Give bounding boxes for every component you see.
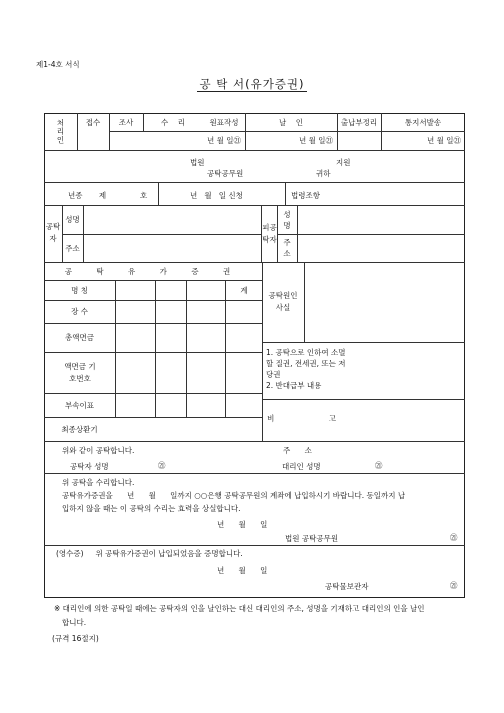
processor-side-label-text: 처리인 (56, 118, 65, 145)
law-article-label: 법령조항 (291, 191, 320, 200)
proc-header-seal: 날 인 (278, 117, 304, 127)
address-label: 주 소 (283, 446, 312, 455)
form-title-text: 공 탁 서(유가증권) (199, 77, 305, 91)
acceptance-seal: ㉑ (450, 533, 458, 542)
agent-seal: ㉑ (375, 461, 383, 470)
receipt-date: 년 월 일 (217, 566, 268, 575)
acceptance-line2: 공탁유가증권을 년 월 일까지 ○○은행 공탁공무원의 계좌에 납입하시기 바랍니다. 동일까지 납 (62, 491, 406, 500)
depositee-label: 피공탁자 (262, 223, 277, 244)
form-number: 제1-4호 서식 (36, 60, 80, 69)
depositor-name-label: 성명 (65, 215, 80, 224)
acceptance-officer: 법원 공탁공무원 (285, 534, 339, 543)
sec-row-face-serial: 액면금 기호번호 (64, 361, 96, 383)
form-title (0, 76, 504, 92)
branch-label: 지원 (336, 158, 351, 167)
proc-date-accept: 년 월 일㉑ (206, 136, 241, 145)
honorific-label: 귀하 (316, 169, 331, 178)
depositor-address-label: 주소 (65, 243, 80, 253)
officer-label: 공탁공무원 (207, 169, 244, 178)
depositee-address-label: 주소 (283, 238, 291, 258)
remarks-label: 비 고 (267, 413, 362, 423)
depositor-sign-label: 공탁자 성명 (70, 462, 109, 471)
case-ho-label: 호 (140, 191, 148, 200)
sec-total-label: 계 (240, 285, 248, 295)
footnote-cont: 합니다. (62, 618, 87, 627)
depositor-seal: ㉑ (158, 461, 166, 470)
receipt-line: (영수증) 위 공탁유가증권이 납입되었음을 증명합니다. (56, 549, 243, 558)
acceptance-line3: 입하지 않을 때는 이 공탁의 수리는 효력을 상실합니다. (62, 504, 241, 513)
proc-date-notice: 년 월 일㉑ (426, 136, 461, 145)
proc-header-notice: 통지서발송 (404, 117, 442, 127)
processor-side-label (44, 113, 77, 150)
sec-row-coupon: 부속이표 (65, 400, 94, 410)
receipt-seal: ㉑ (450, 581, 458, 590)
sec-row-name: 명 칭 (71, 285, 88, 295)
court-label: 법원 (190, 158, 205, 167)
proc-header-review: 조사 (118, 117, 134, 127)
agent-sign-label: 대리인 성명 (282, 462, 321, 471)
deposit-cause-label: 공탁원인 사실 (268, 291, 298, 312)
footnote: ※ 대리인에 의한 공탁일 때에는 공탁자의 인을 날인하는 대신 대리인의 주소, 성명을 기재하고 대리인의 인을 날인 (54, 604, 425, 613)
sec-row-redemption: 최종상환기 (61, 424, 98, 434)
size-note: (규격 16절지) (52, 634, 99, 643)
acceptance-line1: 위 공탁을 수리합니다. (62, 478, 135, 487)
acceptance-date: 년 월 일 (217, 520, 268, 529)
rights-text: 1. 공탁으로 인하여 소멸할 질권, 전세권, 또는 저당권 2. 반대급부 내용 (266, 348, 346, 390)
proc-date-seal: 년 월 일㉑ (298, 136, 333, 145)
proc-header-ledger: 원표작성 (209, 117, 239, 127)
sec-row-count: 장 수 (71, 307, 88, 316)
deposit-statement: 위와 같이 공탁합니다. (62, 446, 135, 455)
sec-row-total-face: 총액면금 (65, 333, 94, 342)
securities-header: 공 탁 유 가 증 권 (64, 266, 242, 276)
case-type-label: 년종 제 (68, 191, 107, 200)
application-date: 년 월 일 신청 (190, 191, 243, 200)
proc-header-accept: 수 리 (160, 117, 186, 127)
depositor-label: 공탁자 (45, 222, 61, 243)
proc-header-receipt: 접수 (85, 117, 101, 127)
receipt-custodian: 공탁물보관자 (325, 582, 369, 591)
proc-header-cashbook: 출납부정리 (340, 117, 378, 127)
depositee-name-label: 성명 (283, 210, 291, 230)
